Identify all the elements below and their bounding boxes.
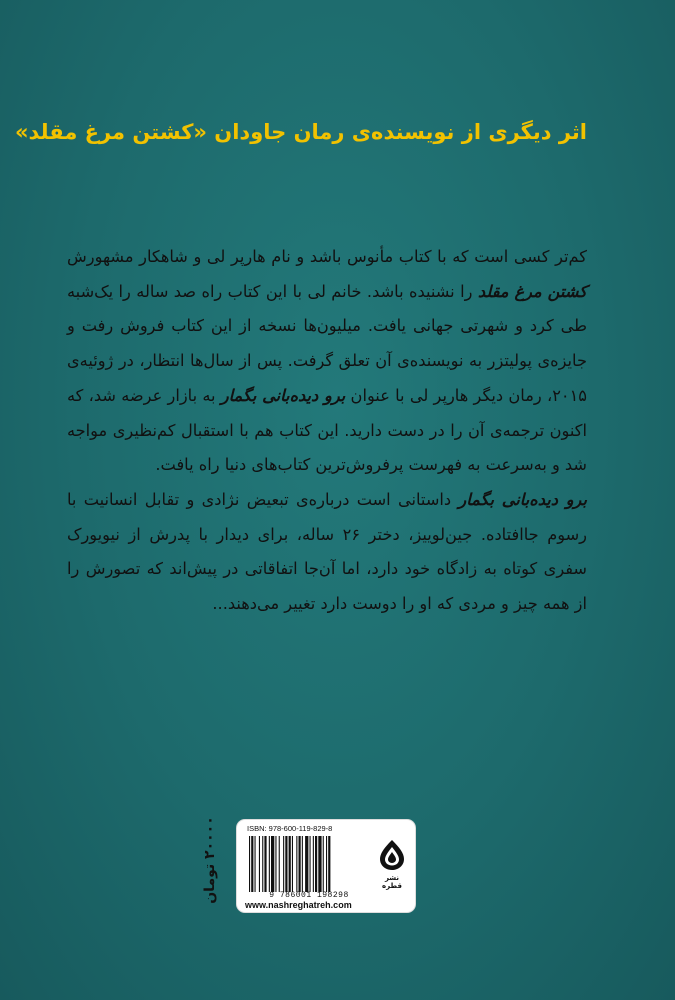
- publisher-website: www.nashreghatreh.com: [245, 900, 352, 910]
- blurb-text: را نشنیده باشد. خانم لی با این کتاب راه صد ساله را یک‌شبه طی کرد و شهرتی جهانی یافت. میلیون‌ها نسخه از این کتاب فروش رفت و جایزه‌ی پولیتزر به نویسنده‌ی آن تعلق گرفت. پس از سال‌ها انتظار، در ژوئیه‌ی ۲۰۱۵، رمان دیگر هارپر لی با عنوان: [67, 281, 587, 405]
- blurb: [67, 240, 587, 622]
- blurb-paragraph-2: [67, 483, 587, 622]
- blurb-paragraph-1: [67, 240, 587, 483]
- barcode-bar: [249, 836, 250, 892]
- barcode-bar: [292, 836, 293, 892]
- publisher-name: نشر قطره: [382, 874, 402, 890]
- barcode-digits: 9 786001 198298: [269, 891, 349, 900]
- barcode-bar: [283, 836, 284, 892]
- barcode-bar: [269, 836, 270, 892]
- barcode-bar: [279, 836, 280, 892]
- publisher-logo-icon: [377, 838, 407, 872]
- barcode-bar: [305, 836, 308, 892]
- barcode-bar: [299, 836, 301, 892]
- barcode-bar: [313, 836, 314, 892]
- barcode-bar: [296, 836, 297, 892]
- barcode-bar: [326, 836, 327, 892]
- barcode-bar: [255, 836, 256, 892]
- barcode-bar: [285, 836, 287, 892]
- barcode-bar: [264, 836, 266, 892]
- book-title-inline: برو دیده‌بانی بگمار: [220, 385, 346, 405]
- barcode-bar: [318, 836, 321, 892]
- barcode-bar: [262, 836, 263, 892]
- barcode-bar: [328, 836, 330, 892]
- barcode-bar: [310, 836, 311, 892]
- price-label: ۲۰۰۰۰ تومان: [202, 816, 218, 904]
- book-title-inline: برو دیده‌بانی بگمار: [458, 489, 587, 509]
- barcode: [247, 836, 371, 892]
- blurb-text: کم‌تر کسی است که با کتاب مأنوس باشد و نام هارپر لی و شاهکار مشهورش: [67, 247, 587, 266]
- book-title-inline: کشتن مرغ مقلد: [477, 281, 587, 301]
- headline: اثر دیگری از نویسنده‌ی رمان جاودان «کشتن مرغ مقلد»: [14, 120, 587, 144]
- blurb-text: به بازار عرضه شد، که اکنون ترجمه‌ی آن را در دست دارید. این کتاب هم با استقبال کم‌نظیری مواجه شد و به‌سرعت به فهرست پرفروش‌ترین کتاب‌های دنیا راه یافت.: [67, 385, 587, 475]
- barcode-bar: [251, 836, 253, 892]
- isbn-sticker: [237, 820, 415, 912]
- barcode-bar: [315, 836, 317, 892]
- barcode-bar: [302, 836, 303, 892]
- barcode-bar: [323, 836, 324, 892]
- barcode-bar: [259, 836, 260, 892]
- blurb-text: داستانی است درباره‌ی تبعیض نژادی و تقابل انسانیت با رسوم جاافتاده. جین‌لوییز، دختر ۲۶ ساله، برای دیدار با پدرش از نیویورک سفری کوتاه به زادگاه خود دارد، اما آن‌جا اتفاقاتی در پیش‌اند که تصورش را از همه چیز و مردی که او را دوست دارد تغییر می‌دهند...: [67, 489, 587, 614]
- barcode-bar: [271, 836, 274, 892]
- isbn-label: ISBN: 978-600-119-829-8: [247, 824, 333, 833]
- barcode-bar: [275, 836, 276, 892]
- barcode-bar: [289, 836, 291, 892]
